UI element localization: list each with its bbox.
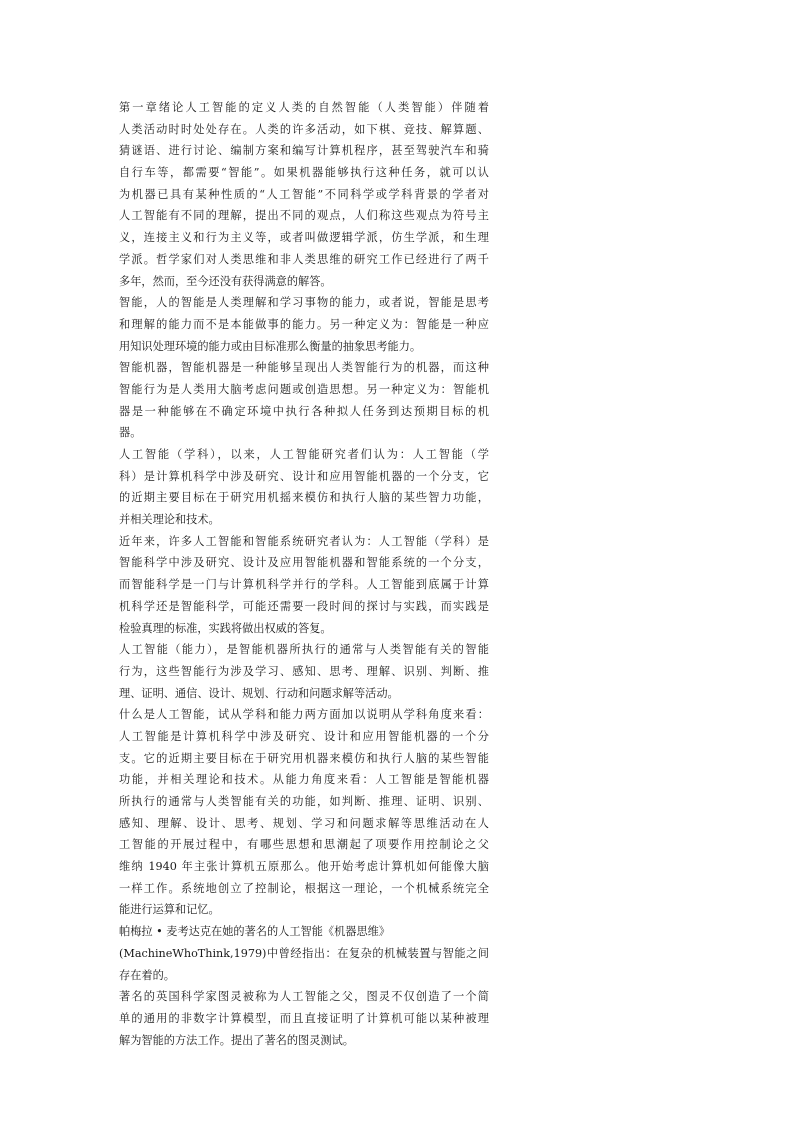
text-line: 用知识处理环境的能力或由目标准那么衡量的抽象思考能力。 — [119, 339, 422, 353]
text-line: 义，连接主义和行为主义等，或者叫做逻辑学派，仿生学派，和生理 — [119, 231, 489, 245]
text-line: 而智能科学是一门与计算机科学并行的学科。人工智能到底属于计算 — [119, 578, 489, 592]
text-line: 人工智能是计算机科学中涉及研究、设计和应用智能机器的一个分 — [119, 729, 489, 743]
text-line: 人类活动时时处处存在。人类的许多活动，如下棋、竞技、解算题、 — [119, 122, 489, 136]
text-line: 多年，然而，至今还没有获得满意的解答。 — [119, 274, 332, 288]
text-line: 和理解的能力而不是本能做事的能力。另一种定义为：智能是一种应 — [119, 317, 489, 331]
text-line: 的近期主要目标在于研究用机摇来模仿和执行人脑的某些智力功能， — [119, 491, 489, 505]
text-line: 支。它的近期主要目标在于研究用机器来模仿和执行人脑的某些智能 — [119, 751, 489, 765]
text-line: 智能行为是人类用大脑考虑问题或创造思想。另一种定义为：智能机 — [119, 382, 489, 396]
text-line: 一样工作。系统地创立了控制论，根据这一理论，一个机械系统完全 — [119, 881, 489, 895]
text-line: 猜谜语、进行讨论、编制方案和编写计算机程序，甚至驾驶汽车和骑 — [119, 144, 489, 158]
text-line: 著名的英国科学家图灵被称为人工智能之父，图灵不仅创造了一个简 — [119, 990, 489, 1004]
text-line: 人工智能（能力），是智能机器所执行的通常与人类智能有关的智能 — [119, 643, 489, 657]
text-line: 理、证明、通信、设计、规划、行动和问题求解等活动。 — [119, 686, 399, 700]
document-body — [119, 97, 489, 1051]
text-line: 器是一种能够在不确定环境中执行各种拟人任务到达预期目标的机 — [119, 404, 489, 418]
text-line: 智能，人的智能是人类理解和学习事物的能力，或者说，智能是思考 — [119, 296, 489, 310]
text-line: 维纳 1940 年主张计算机五原那么。他开始考虑计算机如何能像大脑 — [119, 860, 489, 874]
text-line: 什么是人工智能，试从学科和能力两方面加以说明从学科角度来看： — [119, 708, 489, 722]
text-line: 能进行运算和记忆。 — [119, 903, 220, 917]
text-line: 工智能的开展过程中，有哪些思想和思潮起了项要作用控制论之父 — [119, 838, 489, 852]
text-line: 感知、理解、设计、思考、规划、学习和问题求解等思维活动在人 — [119, 816, 489, 830]
text-line: 检验真理的标准，实践将做出权威的答复。 — [119, 621, 332, 635]
text-line: 解为智能的方法工作。提出了著名的图灵测试。 — [119, 1033, 354, 1047]
text-line: 功能，并相关理论和技术。从能力角度来看：人工智能是智能机器 — [119, 773, 489, 787]
text-line: 第一章绪论人工智能的定义人类的自然智能（人类智能）伴随着 — [119, 101, 489, 114]
text-line: 科）是计算机科学中涉及研究、设计和应用智能机器的一个分支，它 — [119, 469, 489, 483]
text-line: 存在着的。 — [119, 968, 175, 982]
text-line: 单的通用的非数字计算模型，而且直接证明了计算机可能以某种被理 — [119, 1011, 489, 1025]
text-line: 人工智能（学科），以来，人工智能研究者们认为：人工智能（学 — [119, 448, 489, 461]
text-line: 近年来，许多人工智能和智能系统研究者认为：人工智能（学科）是 — [119, 534, 489, 548]
text-line: 智能科学中涉及研究、设计及应用智能机器和智能系统的一个分支， — [119, 556, 489, 570]
text-line: 为机器已具有某种性质的“人工智能”不同科学或学科背景的学者对 — [119, 187, 489, 201]
text-line: 机科学还是智能科学，可能还需要一段时间的探讨与实践，而实践是 — [119, 599, 489, 613]
text-line: 所执行的通常与人类智能有关的功能，如判断、推理、证明、识别、 — [119, 795, 489, 808]
text-line: 并相关理论和技术。 — [119, 513, 220, 527]
text-line: 智能机器，智能机器是一种能够呈现出人类智能行为的机器，而这种 — [119, 361, 489, 375]
text-line: 行为，这些智能行为涉及学习、感知、思考、理解、识别、判断、推 — [119, 664, 489, 678]
text-line: 器。 — [119, 426, 142, 440]
text-line: 自行车等，都需要“智能”。如果机器能够执行这种任务，就可以认 — [119, 166, 489, 180]
text-line: 学派。哲学家们对人类思维和非人类思维的研究工作已经进行了两千 — [119, 252, 489, 266]
text-line: (MachineWhoThink,1979)中曾经指出：在复杂的机械装置与智能之间 — [119, 946, 489, 960]
text-line: 人工智能有不同的理解，提出不同的观点，人们称这些观点为符号主 — [119, 209, 489, 223]
text-line: 帕梅拉 • 麦考达克在她的著名的人工智能《机器思维》 — [119, 925, 391, 939]
